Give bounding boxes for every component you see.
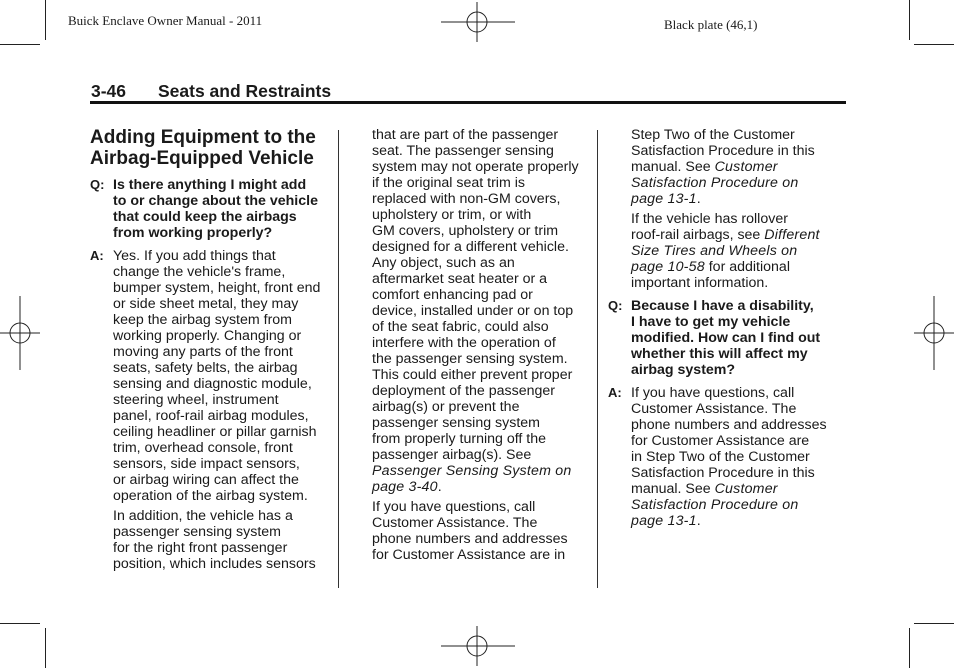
answer-text: If you have questions, call Customer Assistance. The phone numbers and addresses for Customer Assistance are in Step Two of the Customer Satisfaction Procedure in this manual. See Customer Satisfaction Procedure on page 13-1. — [631, 385, 827, 529]
xref-different-tires[interactable]: Different — [764, 227, 820, 243]
question-text: Is there anything I might add to or change about the vehicle that could keep the airbags from working properly? — [113, 177, 318, 241]
xref-customer-satisfaction[interactable]: Customer — [714, 159, 778, 175]
registration-mark-left — [0, 296, 40, 370]
question-block — [90, 177, 335, 241]
question-label: Q: — [90, 177, 105, 192]
page-number: 3-46 — [91, 81, 127, 101]
question-block-disability — [608, 298, 848, 378]
paragraph-questions: If you have questions, call Customer Assistance. The phone numbers and addresses for Customer Assistance are in — [372, 499, 568, 563]
paragraph-sensing-system: In addition, the vehicle has a passenger sensing system for the right front passenger position, which includes sensors — [113, 508, 316, 572]
paragraph-rollover: If the vehicle has rollover roof-rail airbags, see Different Size Tires and Wheels on page 10-58 for additional important information. — [631, 211, 820, 291]
column-3 — [608, 127, 848, 529]
manual-title-header: Buick Enclave Owner Manual - 2011 — [68, 13, 263, 28]
answer-label: A: — [90, 248, 104, 263]
column-1 — [90, 127, 335, 572]
question-text: Because I have a disability, I have to get my vehicle modified. How can I find out whether this will affect my airbag system? — [631, 298, 821, 378]
answer-label: A: — [608, 385, 622, 400]
plate-label: Black plate (46,1) — [664, 17, 758, 32]
section-rule — [90, 101, 846, 104]
paragraph-seat-trim: that are part of the passenger seat. The passenger sensing system may not operate properly if the original seat trim is replaced with non-GM covers, upholstery or trim, or with GM covers, upholstery or trim designed for a different vehicle. Any object, such as an aftermarket seat heater or a comfort enhancing pad or device, installed under or on top of the seat fabric, could also interfere with the operation of the passenger sensing system. This could either prevent proper deployment of the passenger airbag(s) or prevent the passenger sensing system from properly turning off the passenger airbag(s). See Passenger Sensing System on page 3-40. — [372, 127, 594, 495]
question-label: Q: — [608, 298, 623, 313]
registration-mark-top — [441, 2, 515, 42]
column-2 — [372, 127, 594, 563]
answer-block — [90, 248, 335, 504]
paragraph-customer-satisfaction: Step Two of the Customer Satisfaction Procedure in this manual. See Customer Satisfaction Procedure on page 13-1. — [631, 127, 815, 207]
xref-page-10-58[interactable]: page 10-58 — [631, 259, 705, 275]
registration-mark-right — [914, 296, 954, 370]
column-divider-1 — [338, 130, 339, 588]
xref-page-3-40[interactable]: page 3-40 — [372, 479, 438, 495]
xref-page-13-1-2[interactable]: page 13-1 — [631, 513, 697, 529]
answer-text: Yes. If you add things that change the vehicle's frame, bumper system, height, front end or side sheet metal, they may keep the airbag system from working properly. Changing or moving any parts of the front seats, safety belts, the airbag sensing and diagnostic module, steering wheel, instrument panel, roof-rail airbag modules, ceiling headliner or pillar garnish trim, overhead console, front sensors, side impact sensors, or airbag wiring can affect the operation of the airbag system. — [113, 248, 321, 504]
column-divider-2 — [597, 130, 598, 588]
xref-passenger-sensing-link[interactable]: Passenger Sensing System on — [372, 463, 572, 479]
section-title: Seats and Restraints — [158, 81, 332, 101]
xref-customer-satisfaction-2[interactable]: Customer — [714, 481, 778, 497]
xref-page-13-1[interactable]: page 13-1 — [631, 191, 697, 207]
answer-block-disability — [608, 385, 848, 529]
registration-mark-bottom — [441, 626, 515, 666]
article-title: Adding Equipment to the Airbag-Equipped Vehicle — [90, 127, 316, 169]
